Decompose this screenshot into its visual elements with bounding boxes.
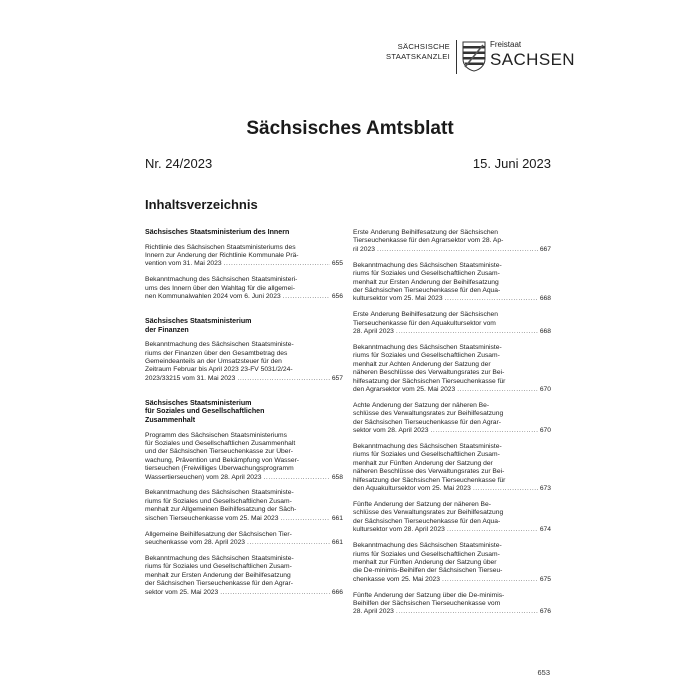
toc-entry[interactable]	[353, 402, 551, 436]
toc-entry-line: den Aquakultursektor vom 25. Mai 2023	[353, 485, 471, 493]
dot-leader	[430, 427, 537, 435]
toc-entry-page: 673	[539, 485, 551, 493]
toc-entry-line: hilfesatzung der Sächsischen Tierseuchenkasse für	[353, 377, 506, 385]
toc-entry-line: Bekanntmachung des Sächsischen Staatsministe-	[145, 554, 294, 562]
toc-entry-line: Gemeindeanteils an der Umsatzsteuer für den	[145, 358, 282, 366]
toc-entry[interactable]	[145, 489, 343, 523]
toc-entry-line: menhalt zur Achten Änderung der Satzung der	[353, 360, 491, 368]
toc-entry-line: Richtlinie des Sächsischen Staatsministeriums des	[145, 243, 296, 251]
toc-entry-page: 657	[331, 374, 343, 382]
dot-leader	[447, 526, 538, 534]
toc-entry-line: vention vom 31. Mai 2023	[145, 260, 222, 268]
logo-left-line2: STAATSKANZLEI	[386, 52, 450, 61]
toc-entry[interactable]	[353, 262, 551, 304]
toc-entry-line: menhalt zur Allgemeinen Beihilfesatzung der Säch-	[145, 506, 297, 514]
toc-entry-line: die De-minimis-Beihilfen der Sächsischen Tierseu-	[353, 567, 503, 575]
section-heading-line: Zusammenhalt	[145, 415, 196, 424]
toc-entry[interactable]	[353, 501, 551, 535]
section-heading	[145, 399, 343, 425]
logo-right-line1: Freistaat	[490, 40, 522, 49]
toc-entry-line: menhalt zur Fünften Änderung der Satzung der	[353, 459, 493, 467]
toc-entry-line: Fünfte Änderung der Satzung über die De-minimis-	[353, 591, 505, 599]
saxony-coat-of-arms-icon	[462, 41, 486, 72]
toc-entry-line: kultursektor vom 25. Mai 2023	[353, 295, 443, 303]
logo-left-line1: SÄCHSISCHE	[397, 42, 450, 51]
dot-leader	[442, 576, 538, 584]
dot-leader	[396, 328, 538, 336]
toc-entry-page: 668	[539, 328, 551, 336]
toc-entry-page: 656	[331, 293, 343, 301]
toc-entry-page: 668	[539, 295, 551, 303]
logo-divider	[456, 40, 457, 74]
dot-leader	[247, 539, 330, 547]
toc-entry-line: und der Sächsischen Tierseuchenkasse zur Über-	[145, 448, 293, 456]
toc-entry-line: chenkasse vom 25. Mai 2023	[353, 575, 440, 583]
toc-entry-line: riums für Soziales und Gesellschaftlichen Zusam-	[145, 563, 292, 571]
toc-entry[interactable]	[353, 311, 551, 336]
toc-entry-line: Tierseuchenkasse für den Agrarsektor vom 28. Ap-	[353, 237, 504, 245]
toc-entry-line: Bekanntmachung des Sächsischen Staatsministe-	[353, 542, 502, 550]
toc-entry-last-line	[353, 427, 551, 435]
toc-entry-line: Bekanntmachung des Sächsischen Staatsministe-	[353, 261, 502, 269]
toc-entry-line: Allgemeine Beihilfesatzung der Sächsischen Tier-	[145, 530, 292, 538]
toc-entry-page: 667	[539, 245, 551, 253]
toc-entry-page: 675	[539, 575, 551, 583]
dot-leader	[377, 246, 538, 254]
toc-entry-last-line	[353, 328, 551, 336]
toc-entry-line: schlüsse des Verwaltungsrates zur Beihilfesatzung	[353, 509, 504, 517]
toc-entry-line: Fünfte Änderung der Satzung der näheren Be-	[353, 500, 491, 508]
toc-entry-last-line	[353, 246, 551, 254]
toc-entry-line: Bekanntmachung des Sächsischen Staatsministe-	[145, 489, 294, 497]
toc-entry-line: Bekanntmachung des Sächsischen Staatsministe-	[145, 341, 294, 349]
toc-entry-line: sektor vom 25. Mai 2023	[145, 588, 219, 596]
toc-entry-line: ril 2023	[353, 245, 375, 253]
toc-entry[interactable]	[145, 432, 343, 482]
toc-entry-last-line	[353, 485, 551, 493]
issue-number: Nr. 24/2023	[145, 156, 213, 171]
toc-entry-page: 655	[331, 260, 343, 268]
dot-leader	[396, 608, 538, 616]
toc-entry-line: kultursektor vom 28. April 2023	[353, 526, 445, 534]
toc-entry-line: riums für Soziales und Gesellschaftlichen Zusam-	[353, 352, 500, 360]
toc-entry[interactable]	[353, 344, 551, 394]
section-heading	[145, 317, 343, 334]
toc-entry-line: riums für Soziales und Gesellschaftlichen Zusam-	[353, 451, 500, 459]
toc-entry-line: ums des Innern über den Wahltag für die allgemei-	[145, 284, 295, 292]
toc-entry-last-line	[145, 589, 343, 597]
dot-leader	[237, 375, 329, 383]
toc-entry-line: Tierseuchenkasse für den Aquakultursektor vom	[353, 319, 496, 327]
toc-entry-last-line	[145, 293, 343, 301]
toc-entry[interactable]	[145, 555, 343, 597]
issue-date: 15. Juni 2023	[472, 156, 551, 171]
toc-entry-line: menhalt zur Ersten Änderung der Beihilfesatzung	[353, 278, 499, 286]
toc-entry-line: 28. April 2023	[353, 328, 394, 336]
toc-entry-line: Programm des Sächsischen Staatsministeriums	[145, 431, 287, 439]
toc-entry-line: 28. April 2023	[353, 608, 394, 616]
toc-entry[interactable]	[353, 229, 551, 254]
toc-entry[interactable]	[353, 542, 551, 584]
toc-entry[interactable]	[353, 592, 551, 617]
toc-entry-last-line	[145, 474, 343, 482]
toc-entry-line: der Sächsischen Tierseuchenkasse für den Aqua-	[353, 286, 501, 294]
section-heading-line: der Finanzen	[145, 325, 189, 334]
toc-entry-line: wachung, Prävention und Bekämpfung von Wasser-	[145, 456, 300, 464]
toc-entry-line: Wassertierseuchen) vom 28. April 2023	[145, 473, 262, 481]
toc-entry[interactable]	[353, 443, 551, 493]
dot-leader	[457, 386, 538, 394]
toc-entry-last-line	[353, 526, 551, 534]
toc-entry-line: riums der Finanzen über den Gesamtbetrag des	[145, 349, 288, 357]
freistaat-sachsen-wordmark	[490, 40, 575, 70]
logo-right-line2: SACHSEN	[490, 50, 575, 69]
toc-entry-line: Beihilfen der Sächsischen Tierseuchenkasse vom	[353, 600, 501, 608]
toc-entry-line: den Agrarsektor vom 25. Mai 2023	[353, 386, 456, 393]
toc-entry[interactable]	[145, 276, 343, 301]
toc-entry-line: riums für Soziales und Gesellschaftlichen Zusam-	[353, 550, 500, 558]
toc-entry-line: Innern zur Änderung der Richtlinie Kommunale Prä-	[145, 252, 299, 259]
publication-title: Sächsisches Amtsblatt	[246, 118, 454, 139]
toc-entry-page: 666	[331, 588, 343, 596]
toc-entry-last-line	[353, 576, 551, 584]
toc-entry-line: schlüsse des Verwaltungsrates zur Beihilfesatzung	[353, 410, 504, 418]
dot-leader	[283, 293, 330, 301]
toc-entry-line: näheren Beschlüsse des Verwaltungsrates zur Bei-	[353, 468, 505, 476]
toc-entry-line: nen Kommunalwahlen 2024 vom 6. Juni 2023	[145, 293, 281, 301]
toc-right-column	[353, 229, 551, 624]
toc-entry-last-line	[145, 539, 343, 547]
toc-entry-line: tierseuchen (Freiwilliges Überwachungsprogramm	[145, 465, 294, 473]
toc-entry-line: riums für Soziales und Gesellschaftlichen Zusam-	[145, 497, 292, 505]
toc-entry-page: 676	[539, 608, 551, 616]
toc-entry-line: seuchenkasse vom 28. April 2023	[145, 539, 246, 546]
dot-leader	[280, 515, 329, 523]
toc-entry-page: 661	[331, 514, 343, 522]
toc-entry-last-line	[145, 515, 343, 523]
toc-entry-last-line	[353, 386, 551, 394]
toc-left-column	[145, 228, 343, 604]
toc-entry-line: sektor vom 28. April 2023	[353, 427, 429, 435]
toc-entry-line: menhalt zur Ersten Änderung der Beihilfesatzung	[145, 571, 291, 579]
toc-entry-line: Bekanntmachung des Sächsischen Staatsministeri-	[145, 276, 298, 284]
toc-entry-page: 674	[539, 526, 551, 534]
section-heading-line: Sächsisches Staatsministerium des Innern	[145, 228, 290, 236]
toc-entry-line: Erste Änderung Beihilfesatzung der Sächsischen	[353, 311, 498, 319]
toc-entry-last-line	[353, 295, 551, 303]
toc-entry-line: 2023/33215 vom 31. Mai 2023	[145, 374, 236, 382]
toc-entry-line: Bekanntmachung des Sächsischen Staatsministe-	[353, 343, 502, 351]
toc-entry[interactable]	[145, 244, 343, 269]
toc-entry-line: riums für Soziales und Gesellschaftlichen Zusam-	[353, 270, 500, 278]
section-heading-line: Sächsisches Staatsministerium	[145, 317, 252, 326]
section-heading-line: Sächsisches Staatsministerium	[145, 398, 252, 407]
dot-leader	[220, 589, 330, 597]
toc-entry-line: der Sächsischen Tierseuchenkasse für den Aqua-	[353, 517, 501, 525]
section-heading	[145, 228, 343, 237]
toc-entry[interactable]	[145, 341, 343, 383]
toc-entry-last-line	[145, 260, 343, 268]
section-heading-line: für Soziales und Gesellschaftlichen	[145, 407, 265, 416]
dot-leader	[445, 295, 538, 303]
dot-leader	[263, 474, 329, 482]
toc-entry-line: sischen Tierseuchenkasse vom 25. Mai 2023	[145, 514, 279, 522]
toc-entry-line: Achte Änderung der Satzung der näheren Be-	[353, 401, 490, 409]
toc-heading: Inhaltsverzeichnis	[145, 197, 258, 212]
toc-entry-page: 670	[539, 427, 551, 435]
toc-entry-page: 670	[539, 386, 551, 393]
toc-entry-line: für Soziales und Gesellschaftlichen Zusammenhalt	[145, 439, 296, 447]
toc-entry-line: Bekanntmachung des Sächsischen Staatsministe-	[353, 443, 502, 451]
toc-entry-line: näheren Beschlüsse des Verwaltungsrates zur Bei-	[353, 369, 505, 377]
toc-entry-last-line	[145, 375, 343, 383]
staatskanzlei-wordmark	[378, 42, 450, 62]
toc-entry-line: der Sächsischen Tierseuchenkasse für den Agrar-	[145, 580, 293, 588]
toc-entry-line: Erste Änderung Beihilfesatzung der Sächsischen	[353, 229, 498, 236]
toc-entry-line: hilfesatzung der Sächsischen Tierseuchenkasse für	[353, 476, 506, 484]
dot-leader	[473, 485, 538, 493]
toc-entry-page: 661	[331, 539, 343, 546]
toc-entry-page: 658	[331, 473, 343, 481]
toc-entry-line: Zeitraum Februar bis April 2023 23-FV 5031/2/24-	[145, 366, 293, 374]
toc-entry-line: der Sächsischen Tierseuchenkasse für den Agrar-	[353, 418, 501, 426]
dot-leader	[224, 260, 330, 268]
toc-entry[interactable]	[145, 531, 343, 548]
toc-entry-last-line	[353, 608, 551, 616]
page-number: 653	[537, 668, 550, 677]
toc-entry-line: menhalt zur Fünften Änderung der Satzung über	[353, 558, 497, 566]
